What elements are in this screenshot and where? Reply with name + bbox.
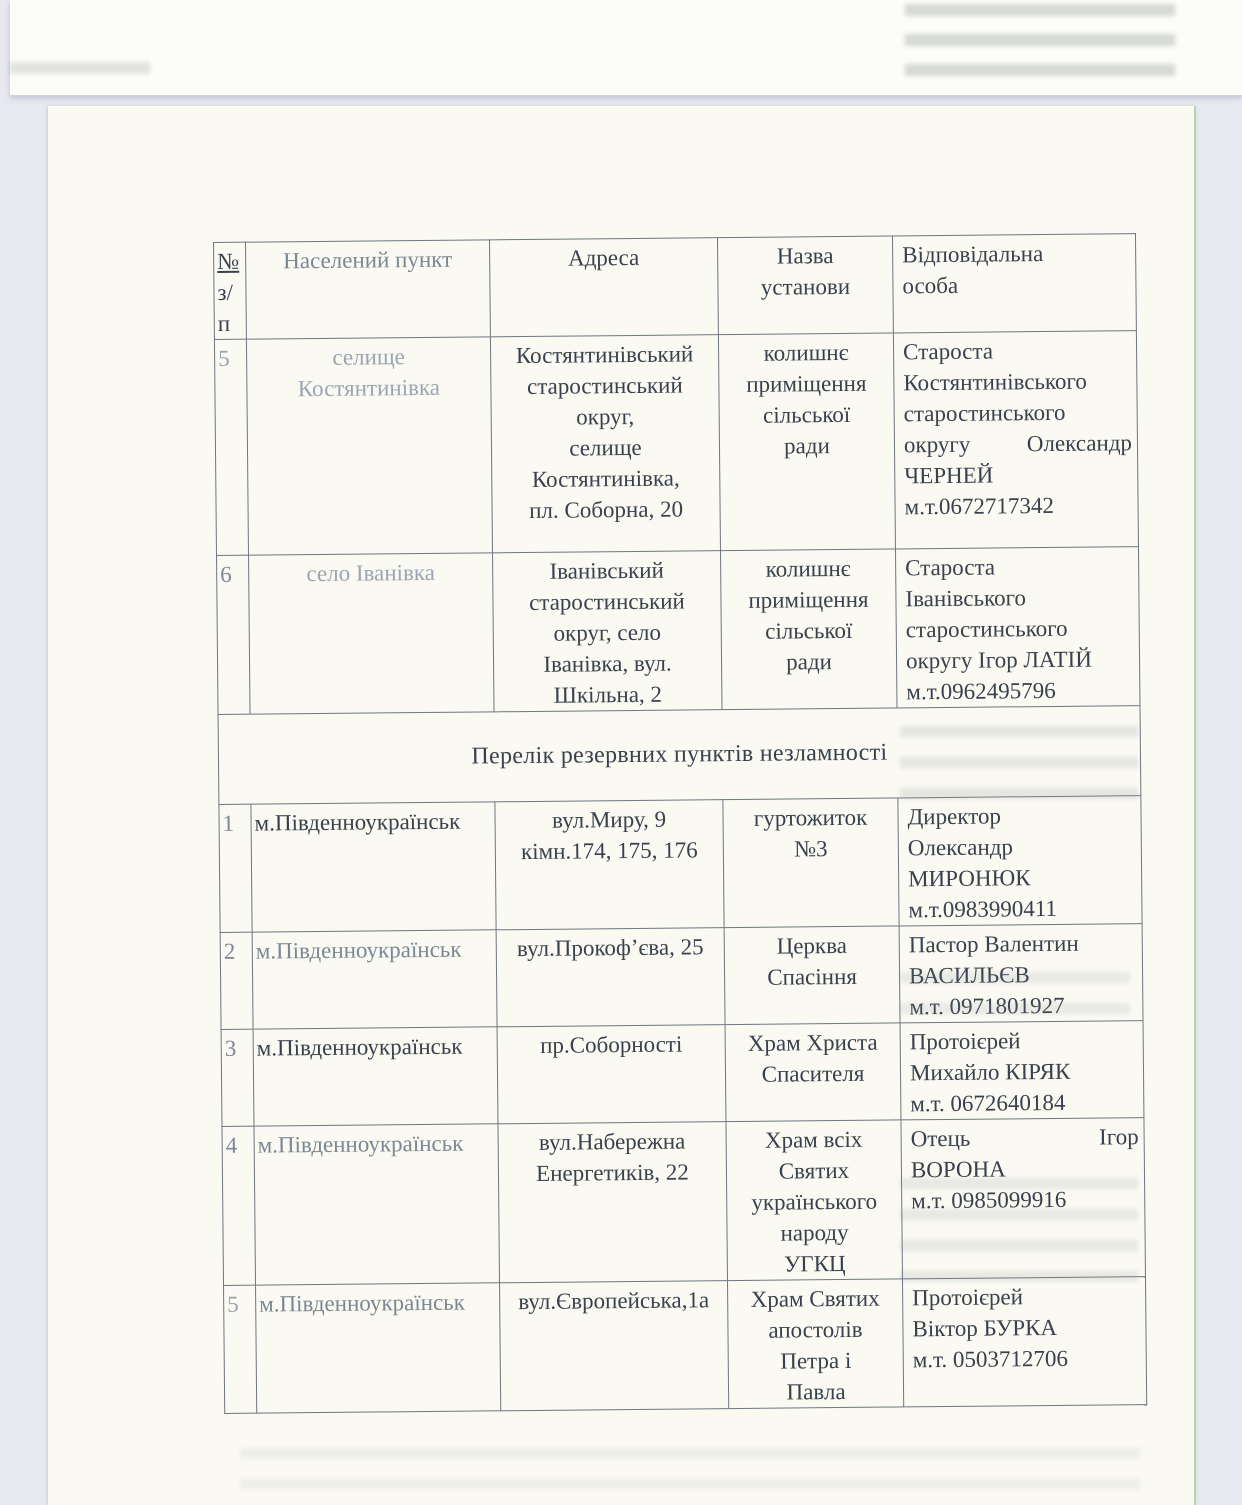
text-line: Відповідальна [902,241,1044,268]
text-line: округ, село [553,619,662,646]
text-line-part: округу [903,431,971,458]
text-line: пл. Соборна, 20 [529,496,684,523]
text-line: Староста [905,554,996,581]
cell-settlement [253,1027,498,1126]
header-responsible [892,234,1136,333]
text-line: вул.Європейська,1а [518,1287,710,1315]
text-line: Спасіння [767,963,858,990]
text-line: м.т. 0672640184 [910,1089,1066,1117]
cell-settlement [249,553,495,714]
text-line: Михайло КІРЯК [909,1058,1071,1086]
cell-settlement [256,1283,501,1413]
text-line: Храм всіх [764,1126,863,1153]
bleed-through-artifact [10,62,150,86]
text-line-part: Ігор [1098,1124,1139,1150]
cell-number: 5 [224,1285,257,1413]
text-line: Віктор БУРКА [912,1314,1058,1342]
text-line: Іванівського [905,585,1026,612]
text-line: м.Південноукраїнськ [255,936,462,964]
text-line: вул.Набережна [538,1128,686,1155]
section-title-row [218,706,1141,805]
text-line: Святих [778,1157,850,1184]
text-line: приміщення [746,370,867,397]
text-line: ВОРОНА [910,1156,1006,1183]
text-line: Спасителя [761,1060,865,1087]
text-line: старостинський [526,372,683,399]
cell-number: 4 [222,1126,256,1285]
text-line: вул.Прокоф’єва, 25 [516,934,704,962]
cell-address [490,335,720,553]
previous-page-edge [10,0,1242,96]
cell-number: 5 [214,339,248,555]
header-institution [717,236,893,335]
text-line: м.Південноукраїнськ [256,1033,463,1061]
text-line: Костянтинівка, [531,465,680,492]
text-line: гуртожиток [753,804,868,831]
text-line: м.Південноукраїнськ [259,1289,466,1317]
text-line: Церква [776,932,848,959]
text-line: установи [760,273,851,300]
cell-address [495,800,724,930]
text-line: м.т. 0971801927 [909,992,1065,1020]
cell-institution [718,333,895,551]
text-line: м.Південноукраїнськ [257,1130,464,1158]
text-line [904,427,1132,460]
cell-responsible [900,1021,1144,1120]
text-line: Храм Христа [747,1029,878,1056]
table-row [219,796,1142,933]
text-line: Петра і [780,1347,852,1374]
text-line: сільської [762,401,851,428]
cell-responsible [899,924,1143,1023]
section-title: Перелік резервних пунктів незламності [218,706,1141,805]
text-line: Храм Святих [750,1285,880,1312]
text-line: Павла [786,1378,846,1405]
text-line: з/ [217,279,234,305]
table-row [217,547,1140,715]
cell-number: 6 [217,555,251,714]
text-line: Назва [776,243,834,269]
text-line: Костянтинівського [903,368,1087,396]
table-row [222,1118,1145,1286]
text-line: м.т.0983990411 [908,895,1058,923]
text-line: апостолів [768,1316,863,1343]
document-page [48,106,1196,1505]
text-line: Пастор Валентин [908,930,1079,958]
text-line: українського [751,1188,878,1215]
text-line: ВАСИЛЬЄВ [908,962,1030,989]
text-line: ради [786,649,833,675]
text-line: Адреса [567,244,640,271]
cell-responsible [901,1118,1146,1279]
text-line-part: Отець [910,1125,971,1152]
text-line: ради [783,433,830,459]
text-line: пр.Соборності [540,1031,683,1058]
text-line-part: Олександр [1026,430,1133,457]
cell-responsible [893,331,1138,549]
cell-responsible [895,547,1140,708]
cell-institution [727,1279,903,1409]
text-line: Староста [902,338,994,365]
text-line: м.т. 0503712706 [912,1345,1069,1373]
header-address [489,238,718,337]
bleed-through-artifact [240,1448,1140,1500]
text-line: Олександр [907,834,1014,861]
cell-number: 3 [221,1029,254,1126]
text-line: особа [902,272,959,299]
text-line: Директор [907,803,1001,830]
text-line: приміщення [748,586,869,613]
bleed-through-artifact [905,4,1175,88]
text-line: село Іванівка [306,559,436,587]
text-line: Протоієрей [912,1284,1024,1311]
cell-settlement [251,802,496,932]
text-line: ЧЕРНЕЙ [904,462,994,489]
header-settlement [246,240,491,339]
cell-number: 1 [219,804,252,932]
header-number [214,242,247,339]
text-line: старостинського [905,615,1068,643]
cell-address [498,1122,728,1283]
text-line: селище [569,434,642,461]
cell-settlement [252,930,497,1029]
cell-address [496,928,725,1027]
cell-number: 2 [220,932,253,1029]
text-line: селище [332,344,405,370]
text-line: УГКЦ [783,1250,846,1277]
text-line: Костянтинівка [297,374,441,402]
cell-institution [726,1120,903,1281]
text-line: округ, [576,403,635,430]
cell-institution [723,798,899,928]
text-line: Іванівський [549,557,664,584]
text-line: № [217,248,240,274]
table-row [221,1021,1144,1127]
table-row [224,1277,1147,1414]
cell-institution [725,1023,901,1122]
text-line: вул.Миру, 9 [551,806,667,833]
text-line: м.Південноукраїнськ [254,808,461,836]
cell-institution [720,549,897,710]
text-line: Населений пункт [283,246,453,274]
cell-responsible [898,796,1142,926]
table-row [214,331,1138,556]
text-line: Енергетиків, 22 [535,1159,689,1186]
text-line: МИРОНЮК [908,865,1031,892]
cell-address [497,1025,726,1124]
text-line: колишнє [763,339,849,366]
text-line: старостинський [528,588,685,615]
text-line: округу Ігор ЛАТІЙ [905,646,1093,674]
text-line: №3 [793,836,828,862]
cell-address [500,1281,729,1411]
text-line [910,1121,1138,1154]
points-table [213,233,1147,1414]
cell-address [492,551,722,712]
text-line: Костянтинівський [515,341,694,369]
table-wrapper [213,233,1147,1414]
text-line: кімн.174, 175, 176 [520,837,698,865]
text-line: Протоієрей [909,1028,1021,1055]
cell-responsible [902,1277,1146,1407]
text-line: сільської [765,617,853,644]
text-line: п [217,310,231,336]
text-line: старостинського [903,399,1066,427]
text-line: народу [780,1219,849,1246]
text-line: м.т. 0985099916 [911,1186,1067,1214]
text-line: Іванівка, вул. [543,650,672,677]
text-line: колишнє [765,555,851,582]
cell-institution [724,926,900,1025]
text-line: м.т.0962495796 [906,677,1056,705]
text-line: м.т.0672717342 [904,492,1055,520]
table-row [220,924,1143,1030]
cell-settlement [246,337,492,555]
cell-settlement [254,1124,500,1285]
table-header-row [214,234,1137,340]
text-line: Шкільна, 2 [553,681,663,708]
